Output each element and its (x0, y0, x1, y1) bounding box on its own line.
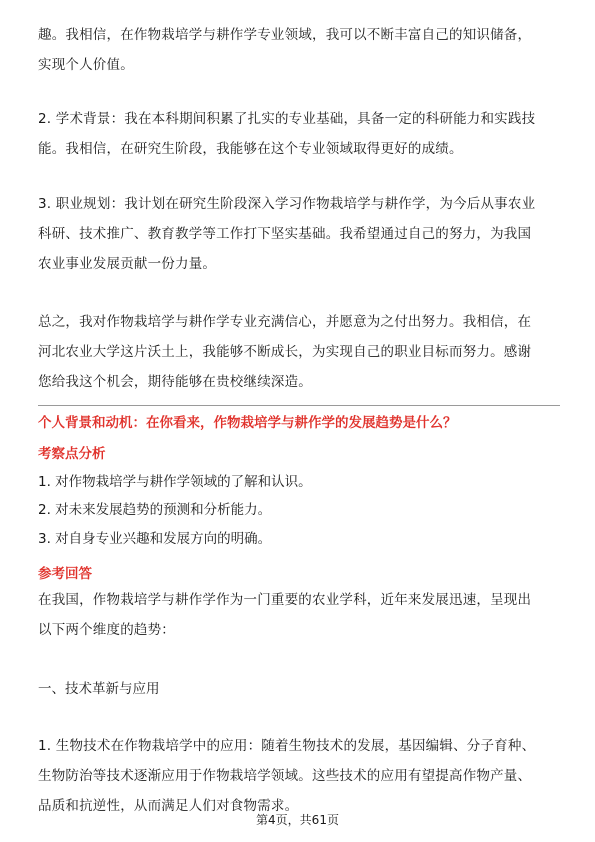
text-line: 农业事业发展贡献一份力量。 (38, 256, 217, 272)
text-line: 在我国，作物栽培学与耕作学作为一门重要的农业学科，近年来发展迅速，呈现出 (38, 592, 532, 608)
analysis-heading: 考察点分析 (38, 446, 106, 462)
text-line: 实现个人价值。 (38, 57, 134, 73)
analysis-item: 2. 对未来发展趋势的预测和分析能力。 (38, 502, 272, 518)
answer-point-1 (38, 731, 560, 821)
text-line: 以下两个维度的趋势： (38, 622, 175, 638)
paragraph-career-plan (38, 189, 560, 279)
section-title: 一、技术革新与应用 (38, 681, 160, 697)
analysis-item: 3. 对自身专业兴趣和发展方向的明确。 (38, 531, 272, 547)
paragraph-motivation-end (38, 20, 560, 80)
text-line: 河北农业大学这片沃土上，我能够不断成长，为实现自己的职业目标而努力。感谢 (38, 344, 532, 360)
section-divider (38, 405, 560, 406)
question-title: 个人背景和动机：在你看来，作物栽培学与耕作学的发展趋势是什么？ (38, 415, 457, 431)
text-line: 品质和抗逆性，从而满足人们对食物需求。 (38, 798, 299, 814)
text-line: 生物防治等技术逐渐应用于作物栽培学领域。这些技术的应用有望提高作物产量、 (38, 768, 532, 784)
text-line: 总之，我对作物栽培学与耕作学专业充满信心，并愿意为之付出努力。我相信，在 (38, 314, 532, 330)
answer-intro (38, 585, 560, 645)
text-line: 能。我相信，在研究生阶段，我能够在这个专业领域取得更好的成绩。 (38, 141, 463, 157)
paragraph-conclusion (38, 307, 560, 397)
text-line: 您给我这个机会，期待能够在贵校继续深造。 (38, 374, 312, 390)
text-line: 2. 学术背景：我在本科期间积累了扎实的专业基础，具备一定的科研能力和实践技 (38, 111, 536, 127)
paragraph-academic-background (38, 104, 560, 164)
text-line: 1. 生物技术在作物栽培学中的应用：随着生物技术的发展，基因编辑、分子育种、 (38, 738, 536, 754)
analysis-item: 1. 对作物栽培学与耕作学领域的了解和认识。 (38, 474, 312, 490)
page-number: 第4页，共61页 (256, 813, 339, 827)
text-line: 趣。我相信，在作物栽培学与耕作学专业领域，我可以不断丰富自己的知识储备， (38, 27, 532, 43)
text-line: 科研、技术推广、教育教学等工作打下坚实基础。我希望通过自己的努力，为我国 (38, 226, 532, 242)
answer-heading: 参考回答 (38, 566, 92, 582)
text-line: 3. 职业规划：我计划在研究生阶段深入学习作物栽培学与耕作学，为今后从事农业 (38, 196, 536, 212)
